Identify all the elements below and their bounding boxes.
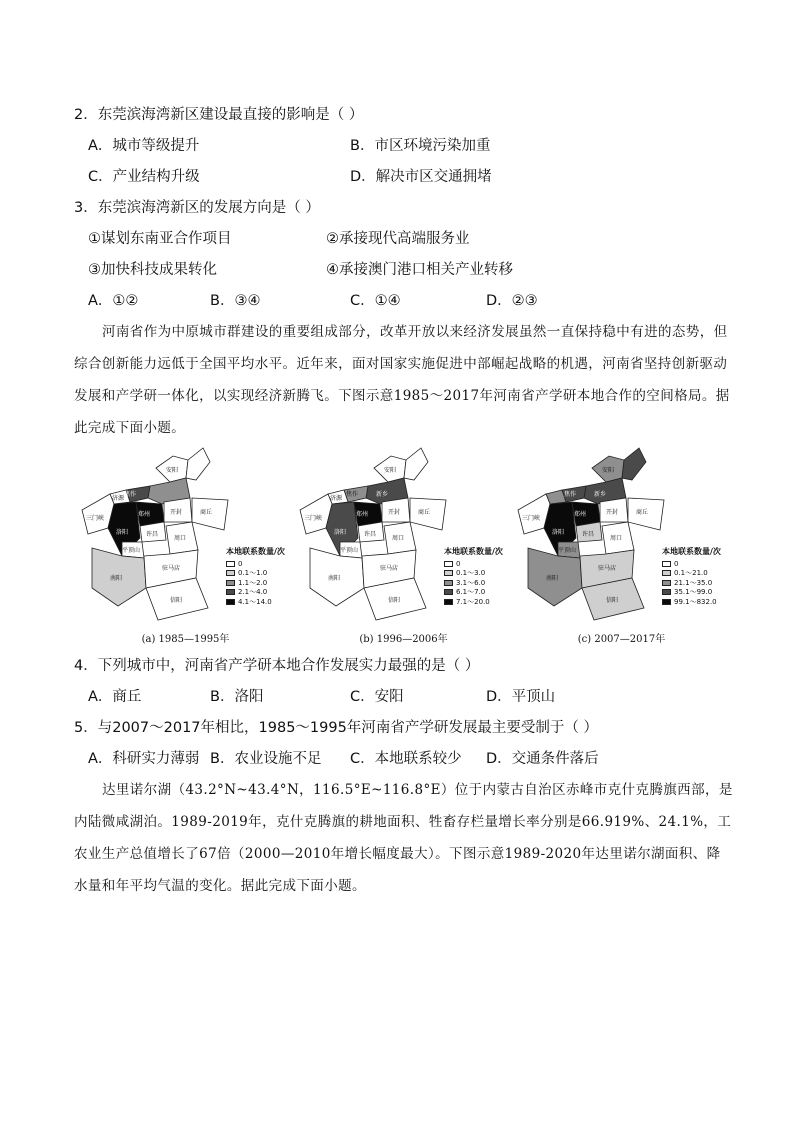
map-c-label-xuchang: 许昌 [582,531,595,538]
q4-option-b: B．洛阳 [210,689,264,705]
map-b-label-anyang: 安阳 [384,467,397,474]
map-a-label-pingdingshan: 平顶山 [122,547,141,554]
map-a-label-zhengzhou: 郑州 [138,511,151,518]
q4-stem: 4．下列城市中，河南省产学研本地合作发展实力最强的是（ ） [74,658,480,674]
q3-option-a: A．①② [88,293,139,309]
q2-option-a: A．城市等级提升 [88,138,200,154]
map-b-label-xuchang: 许昌 [364,531,377,538]
passage-dalinor: 达里诺尔湖（43.2°N~43.4°N，116.5°E~116.8°E）位于内蒙古自治区赤峰市克什克腾旗西部，是内陆微咸湖泊。1989-2019年，克什克腾旗的耕地面积、牲畜存栏量增长率分别是66.919%、24.1%，工农业生产总值增长了67倍（2000—2010年增长幅度最大）。下图示意1989-2020年达里诺尔湖面积、降水量和年平均气温的变化。据此完成下面小题。 [74,782,733,894]
q3-item-2: ②承接现代高端服务业 [326,231,470,247]
q4-option-c: C．安阳 [350,689,404,705]
legend-title: 本地联系数量/次 [444,547,503,556]
legend-b-2: 3.1～6.0 [456,578,486,587]
map-b-label-zhengzhou: 郑州 [356,511,369,518]
map-c-label-zhumadian: 驻马店 [598,565,617,572]
legend-b-4: 7.1～20.0 [456,597,490,606]
map-a-label-zhoukou: 周口 [174,535,187,542]
map-a-label-xuchang: 许昌 [146,531,159,538]
map-c-label-pingdingshan: 平顶山 [558,547,577,554]
map-b-legend [444,546,503,607]
region-puyang-c [622,448,646,480]
legend-c-0: 0 [674,559,679,568]
map-a-label-xinyang: 信阳 [170,597,183,604]
map-c-label-zhengzhou: 郑州 [574,511,587,518]
map-b-label-pingdingshan: 平顶山 [340,547,359,554]
legend-title: 本地联系数量/次 [226,547,285,556]
legend-a-1: 0.1～1.0 [238,569,268,578]
q3-option-c: C．①④ [350,293,401,309]
legend-c-3: 35.1～99.0 [674,588,713,597]
q3-item-1: ①谋划东南亚合作项目 [88,231,232,247]
q2-option-d: D．解决市区交通拥堵 [350,169,492,185]
legend-c-4: 99.1～832.0 [674,597,717,606]
map-c-label-shangqiu: 商丘 [636,509,649,516]
legend-b-3: 6.1～7.0 [456,588,486,597]
map-c-label-anyang: 安阳 [602,467,615,474]
map-a-label-jiyuan: 济源 [112,495,125,502]
map-a-label-kaifeng: 开封 [170,509,183,516]
q5-stem: 5．与2007～2017年相比，1985～1995年河南省产学研发展最主要受制于（ ） [74,720,598,736]
map-a-legend [226,546,285,607]
map-a-caption: (a) 1985—1995年 [141,634,230,645]
q5-option-d: D．交通条件落后 [486,751,599,767]
q3-item-3: ③加快科技成果转化 [88,262,217,278]
legend-c-1: 0.1～21.0 [674,569,708,578]
map-c-label-nanyang: 南阳 [546,575,559,582]
map-a-label-luoyang: 洛阳 [116,529,129,536]
map-c-label-sanmenxia: 三门峡 [522,515,541,522]
q5-option-a: A．科研实力薄弱 [88,751,200,767]
map-a-label-anyang: 安阳 [166,467,179,474]
legend-c-2: 21.1～35.0 [674,578,713,587]
map-c-caption: (c) 2007—2017年 [577,634,666,645]
legend-a-0: 0 [238,559,243,568]
q5-option-c: C．本地联系较少 [350,751,462,767]
map-a-label-zhumadian: 驻马店 [162,565,181,572]
map-b-label-sanmenxia: 三门峡 [304,515,323,522]
q3-item-4: ④承接澳门港口相关产业转移 [326,262,513,278]
region-puyang-b [404,448,428,480]
map-b-label-luoyang: 洛阳 [334,529,347,536]
map-c-label-xinyang: 信阳 [606,597,619,604]
q5-option-b: B．农业设施不足 [210,751,322,767]
map-b-label-shangqiu: 商丘 [418,509,431,516]
q3-option-d: D．②③ [486,293,538,309]
map-panel-b [296,438,511,648]
passage-henan: 河南省作为中原城市群建设的重要组成部分，改革开放以来经济发展虽然一直保持稳中有进的态势，但综合创新能力远低于全国平均水平。近年来，面对国家实施促进中部崛起战略的机遇，河南省坚持创新驱动发展和产学研一体化，以实现经济新腾飞。下图示意1985～2017年河南省产学研本地合作的空间格局。据此完成下面小题。 [74,324,730,436]
map-b-label-zhumadian: 驻马店 [380,565,399,572]
legend-b-0: 0 [456,559,461,568]
q2-stem: 2．东莞滨海湾新区建设最直接的影响是（ ） [74,107,364,123]
legend-a-3: 2.1～4.0 [238,588,268,597]
map-c-legend [662,546,721,607]
q4-option-a: A．商丘 [88,689,142,705]
q2-option-b: B．市区环境污染加重 [350,138,491,154]
legend-title: 本地联系数量/次 [662,547,721,556]
map-b-label-nanyang: 南阳 [328,575,341,582]
map-a-label-jiaozuo: 焦作 [124,491,137,498]
q3-stem: 3．东莞滨海湾新区的发展方向是（ ） [74,200,320,216]
map-c-label-jiaozuo: 焦作 [564,491,577,498]
map-c-label-zhoukou: 周口 [610,535,623,542]
legend-b-1: 0.1～3.0 [456,569,486,578]
map-a-label-sanmenxia: 三门峡 [86,515,105,522]
map-b-label-kaifeng: 开封 [388,509,401,516]
q2-option-c: C．产业结构升级 [88,169,200,185]
q3-option-b: B．③④ [210,293,261,309]
map-a-label-shangqiu: 商丘 [200,509,213,516]
map-panel-a [78,438,293,648]
map-c-label-luoyang: 洛阳 [552,529,565,536]
map-panel-c [514,438,729,648]
map-b-label-zhoukou: 周口 [392,535,405,542]
legend-a-4: 4.1～14.0 [238,597,272,606]
henan-maps-figure [78,438,728,648]
map-c-label-xinxiang: 新乡 [594,491,607,498]
legend-a-2: 1.1～2.0 [238,578,268,587]
map-b-caption: (b) 1996—2006年 [359,634,448,645]
region-puyang-a [186,448,210,480]
map-b-label-xinyang: 信阳 [388,597,401,604]
map-b-label-xinxiang: 新乡 [376,491,389,498]
map-a-label-nanyang: 南阳 [110,575,123,582]
map-b-label-jiaozuo: 焦作 [346,491,359,498]
map-c-label-kaifeng: 开封 [606,509,619,516]
q4-option-d: D．平顶山 [486,689,556,705]
map-b-label-jiyuan: 济源 [330,495,343,502]
